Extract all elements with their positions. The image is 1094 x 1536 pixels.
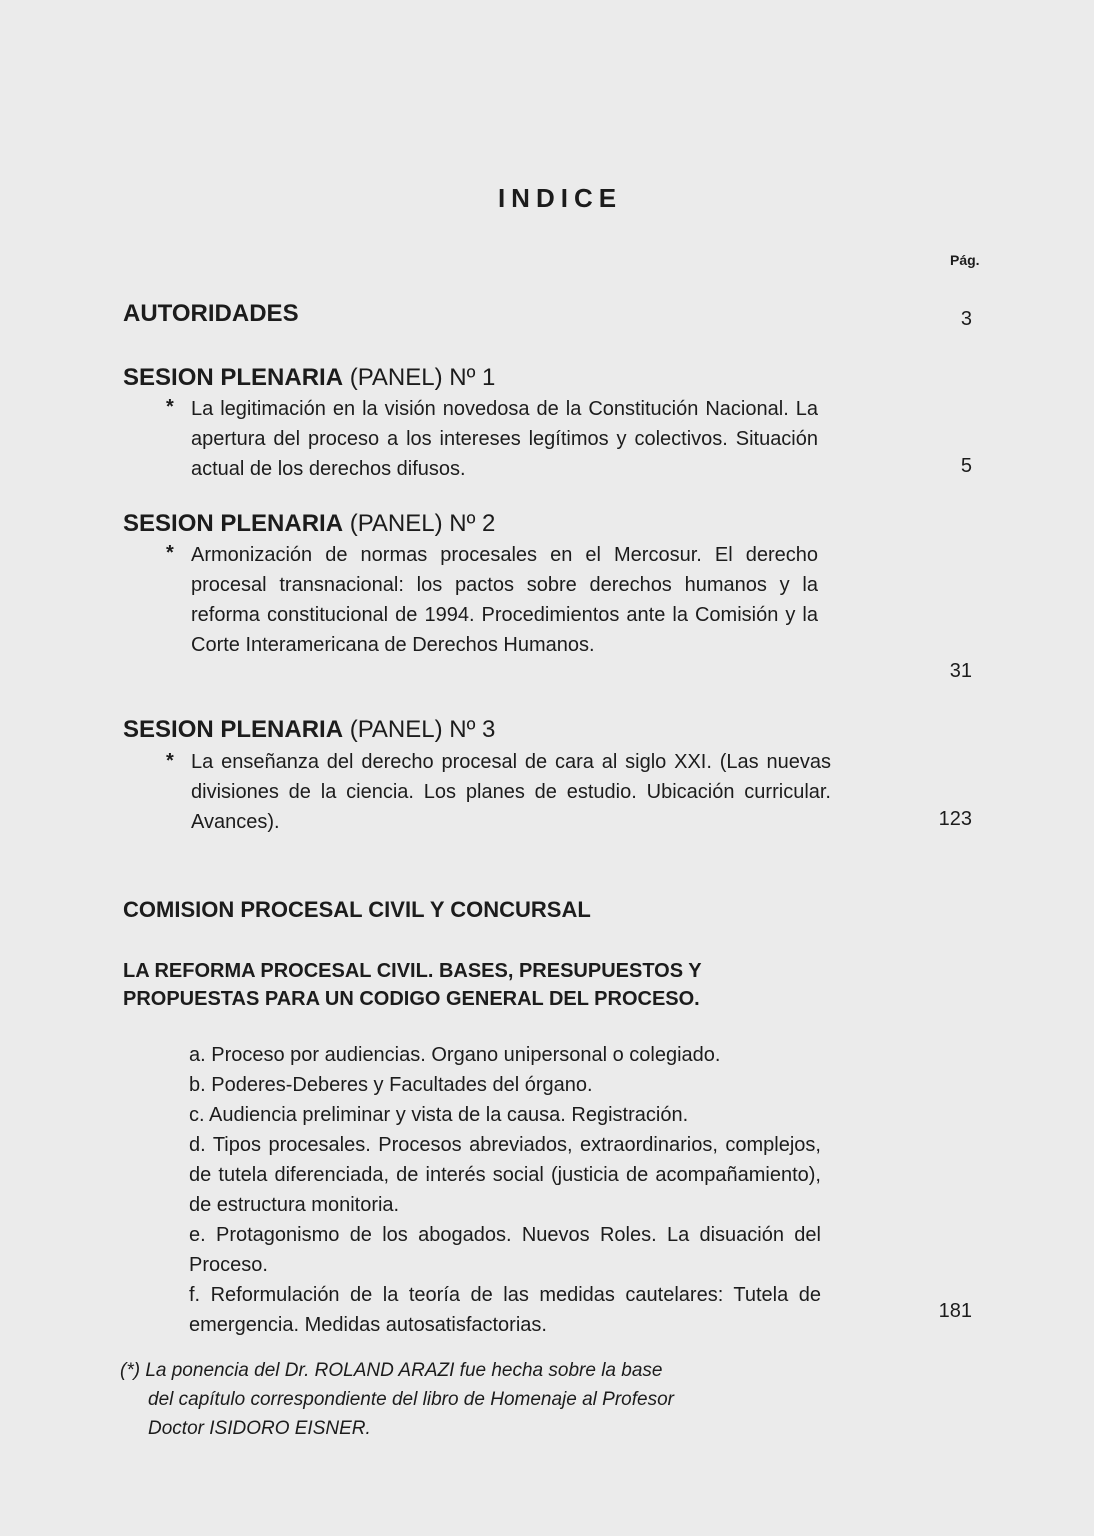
session-3-page-number: 123 <box>938 808 972 830</box>
footnote-line-2: del capítulo correspondiente del libro de Homenaje al Profesor <box>148 1389 674 1410</box>
session-2-description: Armonización de normas procesales en el Mercosur. El derecho procesal transnacional: los pactos sobre derechos humanos y la reforma constitucional de 1994. Procedimientos ante la Comisión y la Corte Interamericana de Derechos Humanos. <box>191 544 818 656</box>
session-3-heading-rest: (PANEL) Nº 3 <box>343 716 496 743</box>
commission-item-b: b. Poderes-Deberes y Facultades del órgano. <box>189 1074 593 1096</box>
page-column-header: Pág. <box>950 252 980 268</box>
session-1-heading-bold: SESION PLENARIA <box>123 364 344 391</box>
session-3-heading <box>123 716 495 744</box>
commission-page-number: 181 <box>938 1300 972 1322</box>
session-1-page-number: 5 <box>960 455 972 477</box>
footnote-line-3: Doctor ISIDORO EISNER. <box>148 1418 371 1439</box>
commission-item-a: a. Proceso por audiencias. Organo unipersonal o colegiado. <box>189 1044 721 1066</box>
index-title: INDICE <box>497 183 623 213</box>
footnote-line-1: (*) La ponencia del Dr. ROLAND ARAZI fue hecha sobre la base <box>120 1360 663 1381</box>
session-2-heading <box>123 510 495 538</box>
commission-title: COMISION PROCESAL CIVIL Y CONCURSAL <box>123 897 591 922</box>
session-1-heading <box>123 364 495 392</box>
session-2-page-number: 31 <box>949 660 972 682</box>
session-2-bullet: * <box>166 542 174 564</box>
commission-subtitle-line-2: PROPUESTAS PARA UN CODIGO GENERAL DEL PROCESO. <box>123 988 700 1010</box>
commission-item-f: f. Reformulación de la teoría de las medidas cautelares: Tutela de emergencia. Medidas autosatisfactorias. <box>189 1284 821 1336</box>
session-3-description: La enseñanza del derecho procesal de cara al siglo XXI. (Las nuevas divisiones de la ciencia. Los planes de estudio. Ubicación curricular. Avances). <box>191 751 831 833</box>
session-1-heading-rest: (PANEL) Nº 1 <box>343 364 496 391</box>
commission-item-c: c. Audiencia preliminar y vista de la causa. Registración. <box>189 1104 689 1126</box>
commission-items-list <box>189 1040 821 1340</box>
session-2-heading-bold: SESION PLENARIA <box>123 510 344 537</box>
session-1-description: La legitimación en la visión novedosa de la Constitución Nacional. La apertura del proceso a los intereses legítimos y colectivos. Situación actual de los derechos difusos. <box>191 398 818 480</box>
session-3-bullet: * <box>166 750 174 772</box>
session-3-heading-bold: SESION PLENARIA <box>123 716 344 743</box>
commission-subtitle-line-1: LA REFORMA PROCESAL CIVIL. BASES, PRESUPUESTOS Y <box>123 960 702 982</box>
commission-item-d: d. Tipos procesales. Procesos abreviados, extraordinarios, complejos, de tutela diferenciada, de interés social (justicia de acompañamiento), de estructura monitoria. <box>189 1134 821 1216</box>
commission-item-e: e. Protagonismo de los abogados. Nuevos Roles. La disuación del Proceso. <box>189 1224 821 1276</box>
autoridades-heading: AUTORIDADES <box>123 300 299 327</box>
session-1-bullet: * <box>166 396 174 418</box>
autoridades-page-number: 3 <box>960 308 972 330</box>
session-2-heading-rest: (PANEL) Nº 2 <box>343 510 496 537</box>
